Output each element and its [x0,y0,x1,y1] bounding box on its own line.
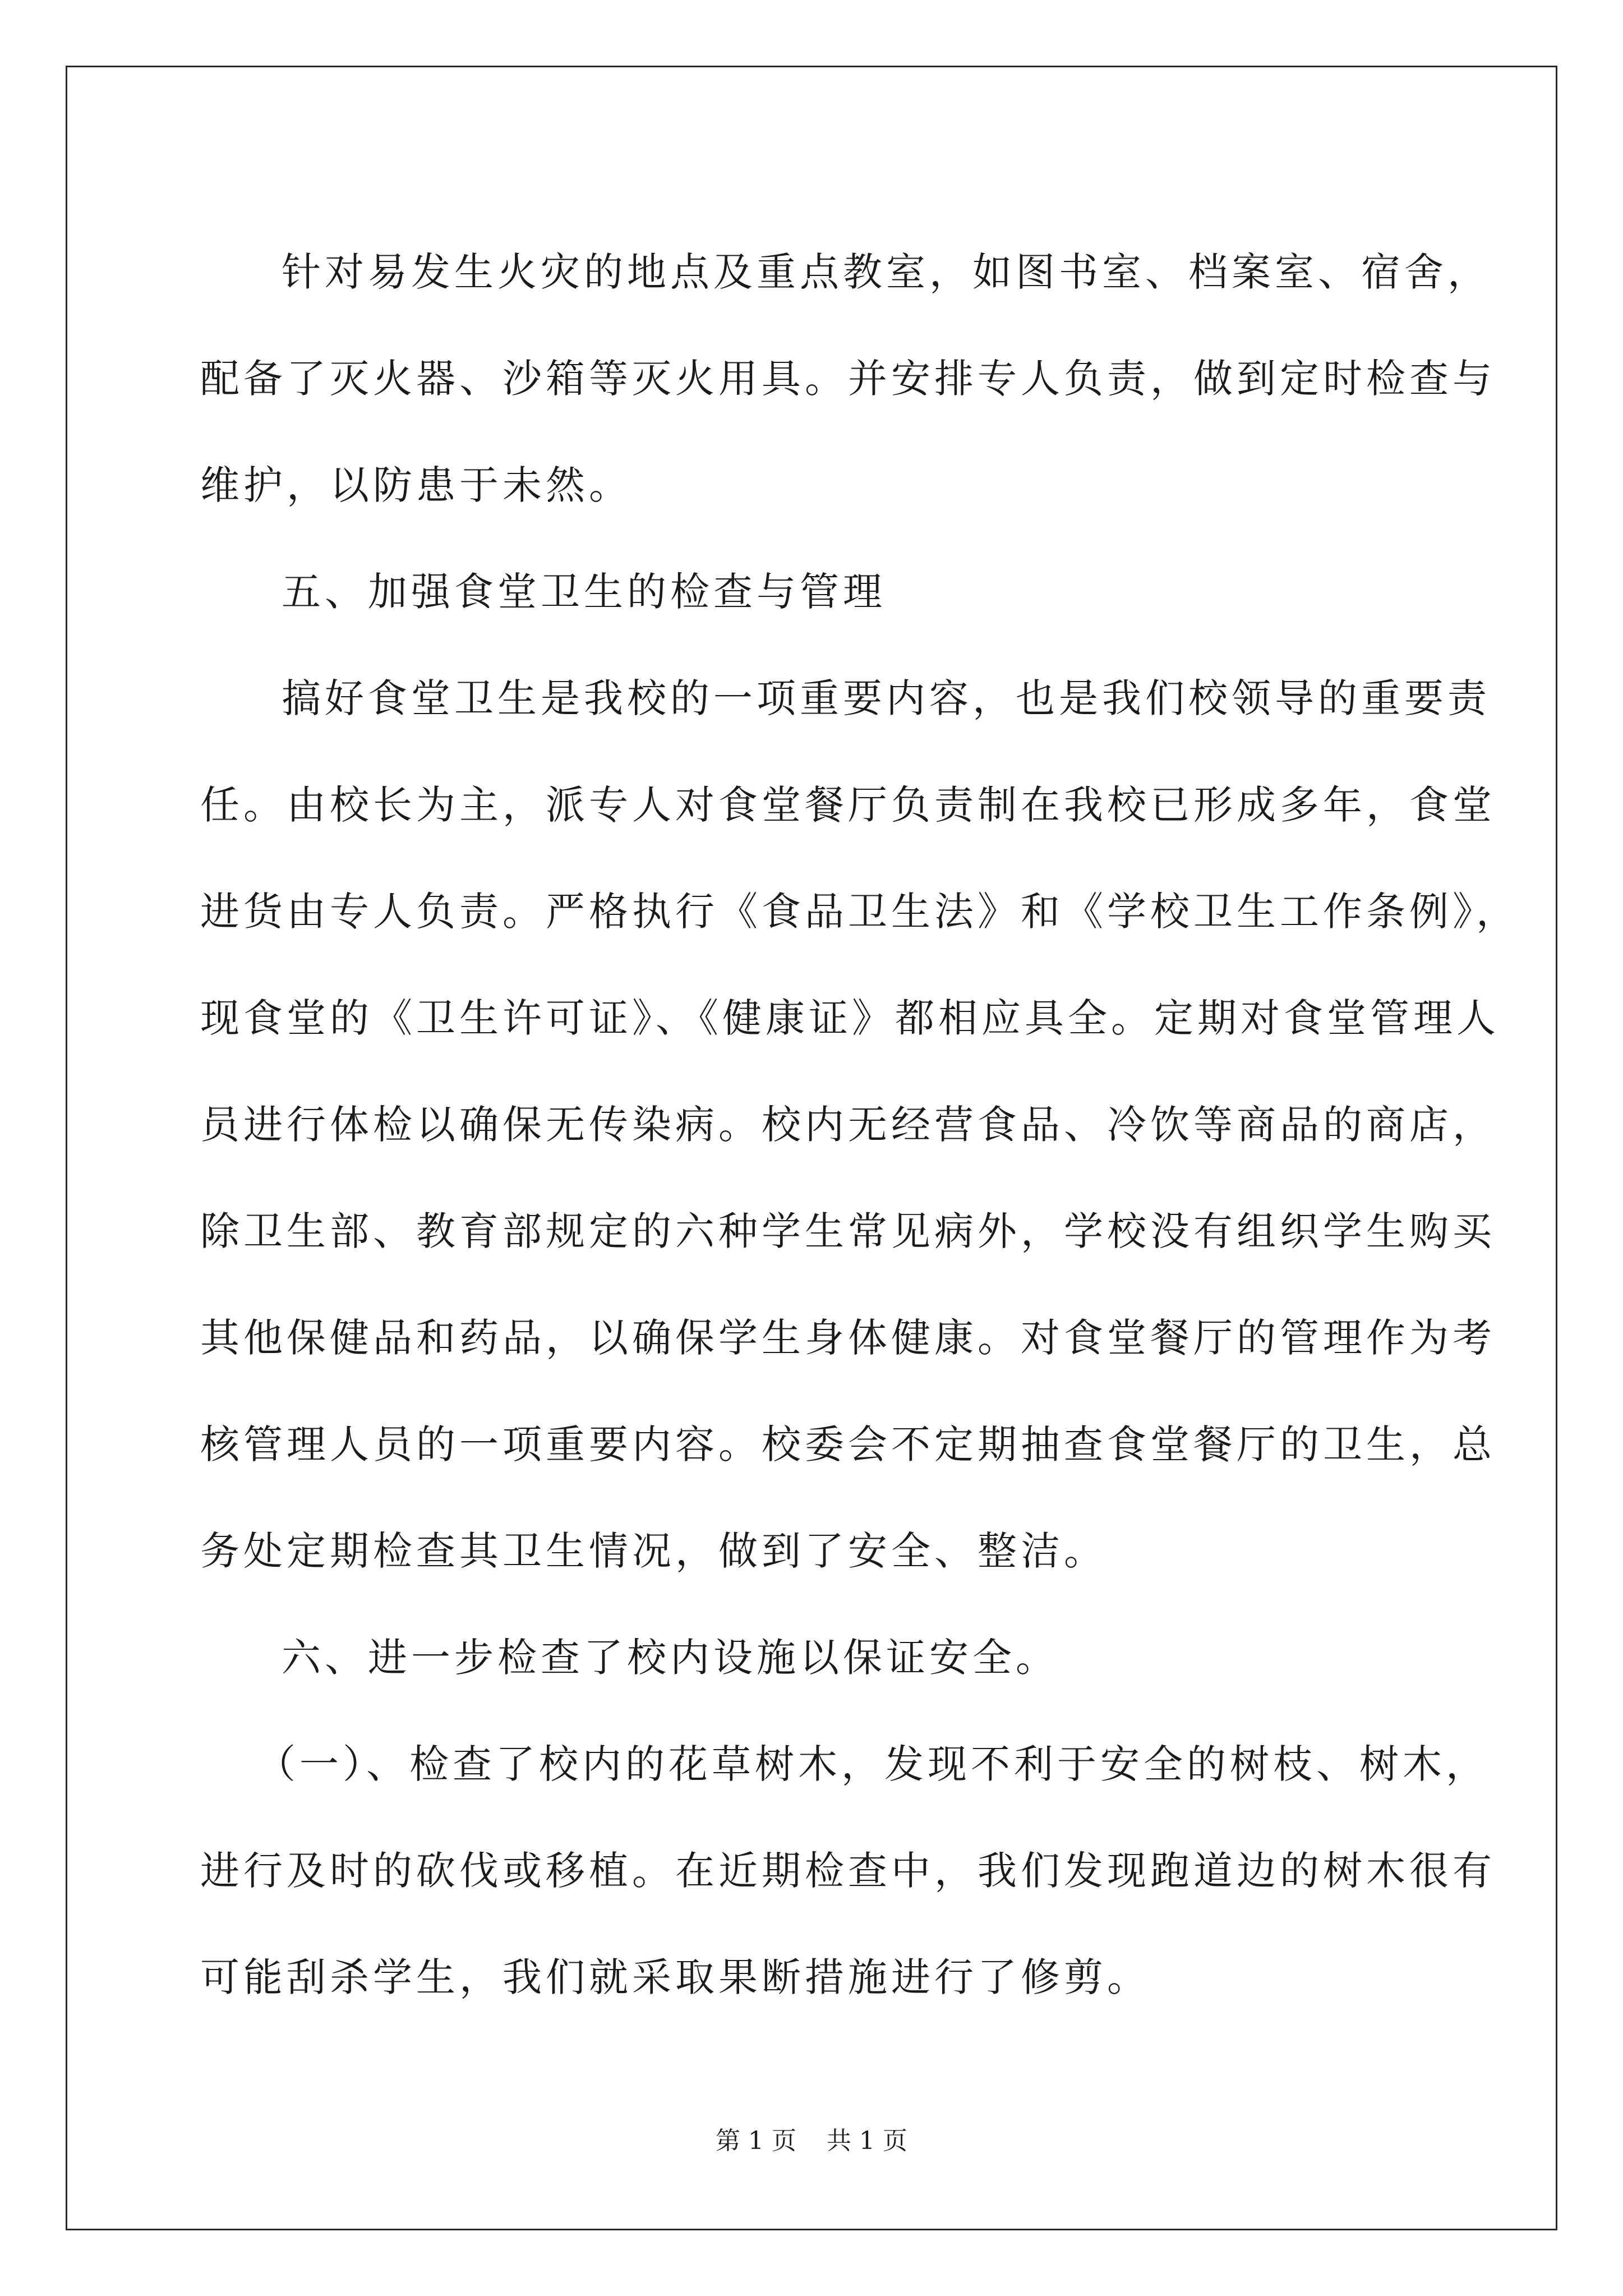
page-number: 第 1 页 [716,2127,796,2155]
paragraph-line: 其他保健品和药品，以确保学生身体健康。对食堂餐厅的管理作为考 [200,1315,1496,1361]
paragraph-line: 维护，以防患于未然。 [200,462,632,508]
document-body [200,219,1519,2031]
paragraph-line: 针对易发生火灾的地点及重点教室，如图书室、档案室、宿舍， [282,249,1491,295]
paragraph-line: （一）、检查了校内的花草树木，发现不利于安全的树枝、树木， [256,1741,1489,1787]
paragraph-line: 除卫生部、教育部规定的六种学生常见病外，学校没有组织学生购买 [200,1208,1496,1254]
paragraph-line: 员进行体检以确保无传染病。校内无经营食品、冷饮等商品的商店， [200,1102,1496,1148]
section-heading: 六、进一步检查了校内设施以保证安全。 [282,1635,1059,1681]
paragraph-line: 务处定期检查其卫生情况，做到了安全、整洁。 [200,1528,1107,1574]
section-heading: 五、加强食堂卫生的检查与管理 [282,569,886,615]
paragraph-line: 任。由校长为主，派专人对食堂餐厅负责制在我校已形成多年，食堂 [200,782,1496,828]
paragraph-line: 进行及时的砍伐或移植。在近期检查中，我们发现跑道边的树木很有 [200,1848,1496,1894]
paragraph-line: 现食堂的《卫生许可证》、《健康证》都相应具全。定期对食堂管理人 [200,995,1500,1041]
paragraph-line: 核管理人员的一项重要内容。校委会不定期抽查食堂餐厅的卫生，总 [200,1421,1496,1467]
paragraph-line: 配备了灭火器、沙箱等灭火用具。并安排专人负责，做到定时检查与 [200,356,1496,402]
page-footer [0,2120,1623,2156]
paragraph-line: 进货由专人负责。严格执行《食品卫生法》和《学校卫生工作条例》， [200,889,1519,935]
paragraph-line: 可能刮杀学生，我们就采取果断措施进行了修剪。 [200,1954,1150,2000]
page-total: 共 1 页 [827,2127,907,2155]
paragraph-line: 搞好食堂卫生是我校的一项重要内容，也是我们校领导的重要责 [282,675,1491,721]
